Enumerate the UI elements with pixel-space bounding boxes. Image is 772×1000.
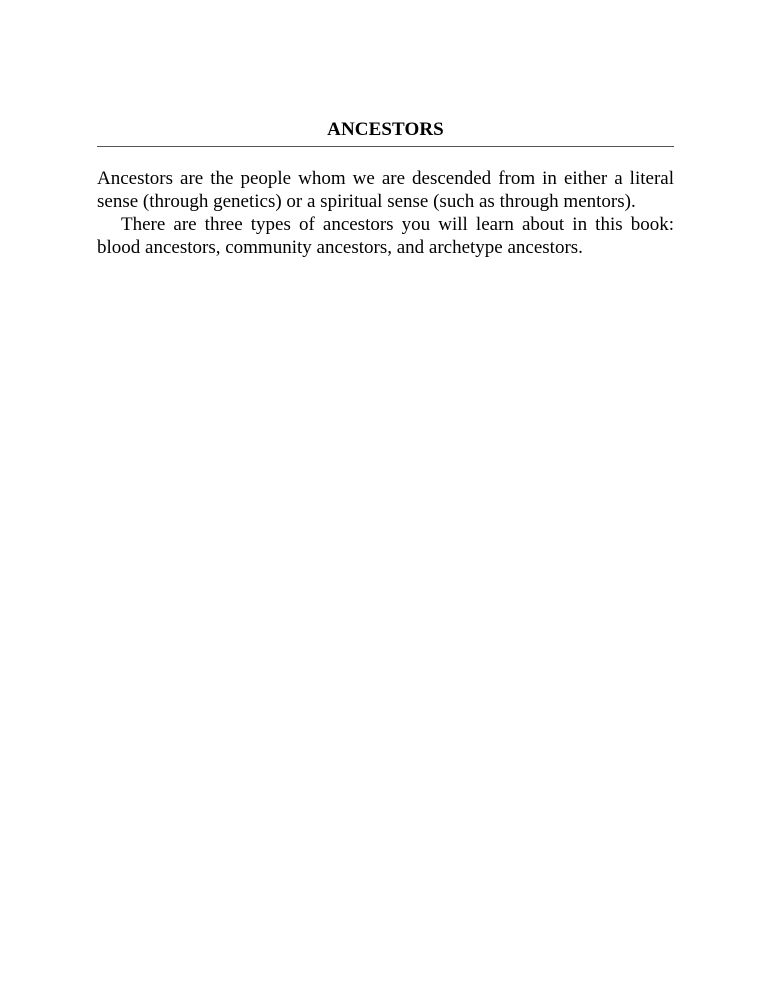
section-title: ANCESTORS bbox=[327, 119, 444, 140]
paragraph-types: There are three types of ancestors you will learn about in this book: blood ancestors, community ancestors, and archetype ancestors. bbox=[97, 214, 674, 258]
paragraph-definition: Ancestors are the people whom we are descended from in either a literal sense (through genetics) or a spiritual sense (such as through mentors). bbox=[97, 168, 674, 212]
title-rule bbox=[97, 146, 674, 147]
page-content bbox=[97, 118, 674, 259]
